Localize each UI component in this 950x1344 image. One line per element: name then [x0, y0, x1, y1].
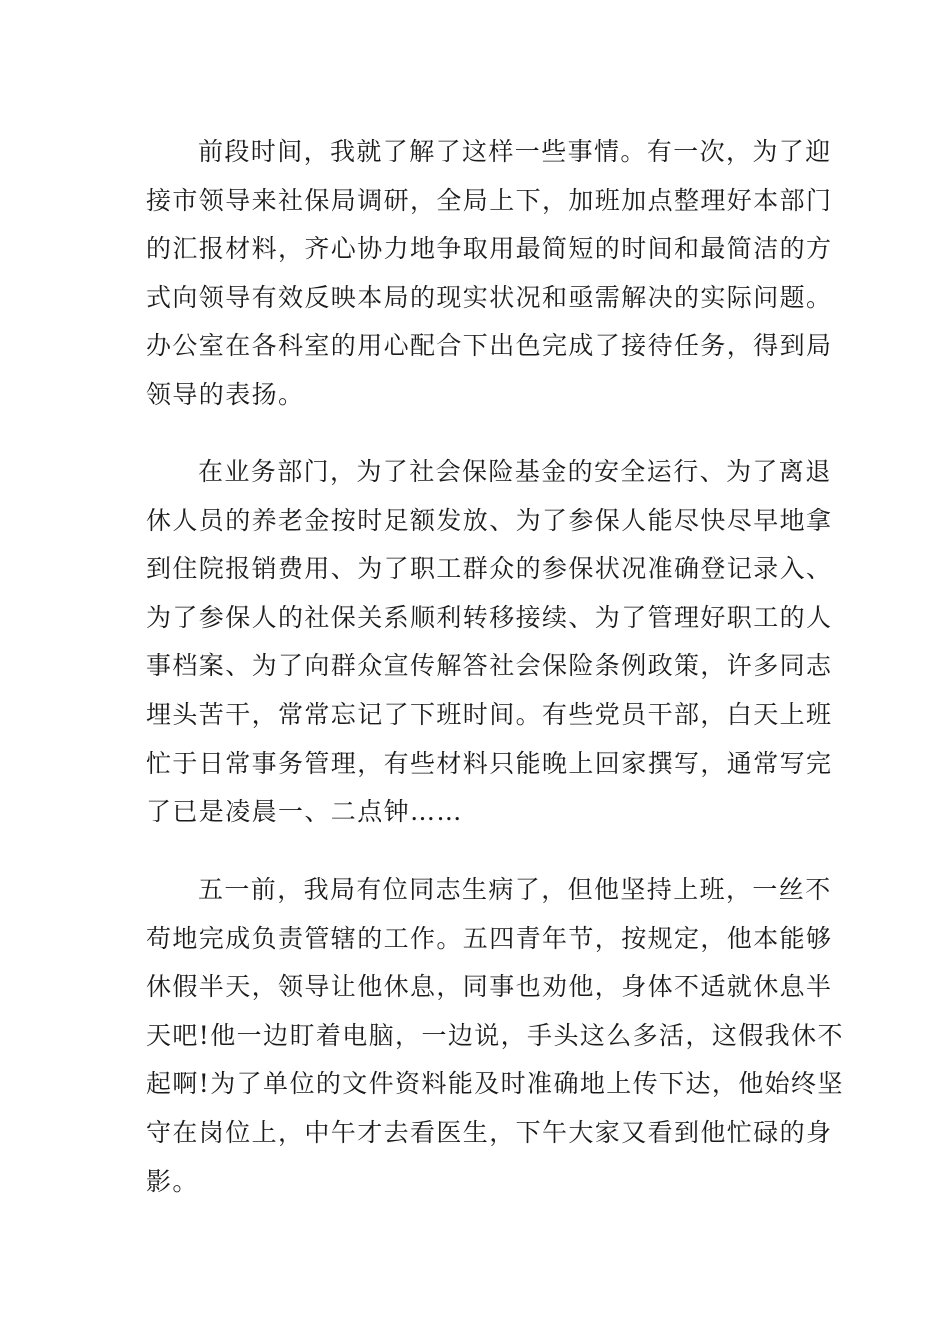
text-line: 了已是凌晨一、二点钟……: [146, 797, 463, 827]
text-line: 前段时间，我就了解了这样一些事情。有一次，为了迎: [198, 137, 832, 166]
text-line: 埋头苦干，常常忘记了下班时间。有些党员干部，白天上班: [146, 699, 833, 729]
paragraph-2: [146, 448, 833, 837]
text-line: 天吧!他一边盯着电脑，一边说，手头这么多活，这假我休不: [146, 1020, 844, 1050]
text-line: 休假半天，领导让他休息，同事也劝他，身体不适就休息半: [146, 972, 833, 1002]
text-line: 苟地完成负责管辖的工作。五四青年节，按规定，他本能够: [146, 923, 833, 953]
text-line: 守在岗位上，中午才去看医生，下午大家又看到他忙碌的身: [146, 1117, 833, 1147]
text-line: 在业务部门，为了社会保险基金的安全运行、为了离退: [198, 457, 832, 486]
text-line: 忙于日常事务管理，有些材料只能晚上回家撰写，通常写完: [146, 748, 833, 778]
text-line: 领导的表扬。: [146, 379, 305, 409]
text-line: 为了参保人的社保关系顺利转移接续、为了管理好职工的人: [146, 602, 833, 632]
text-line: 办公室在各科室的用心配合下出色完成了接待任务，得到局: [146, 331, 833, 361]
text-line: 五一前，我局有位同志生病了，但他坚持上班，一丝不: [198, 875, 832, 904]
text-line: 到住院报销费用、为了职工群众的参保状况准确登记录入、: [146, 554, 833, 584]
text-line: 式向领导有效反映本局的现实状况和亟需解决的实际问题。: [146, 282, 833, 312]
text-line: 休人员的养老金按时足额发放、为了参保人能尽快尽早地拿: [146, 505, 833, 535]
text-line: 起啊!为了单位的文件资料能及时准确地上传下达，他始终坚: [146, 1069, 844, 1099]
paragraph-3: [146, 866, 844, 1206]
text-line: 接市领导来社保局调研，全局上下，加班加点整理好本部门: [146, 185, 833, 215]
paragraph-1: [146, 128, 833, 420]
text-line: 事档案、为了向群众宣传解答社会保险条例政策，许多同志: [146, 651, 833, 681]
text-line: 的汇报材料，齐心协力地争取用最简短的时间和最简洁的方: [146, 234, 833, 264]
text-line: 影。: [146, 1166, 199, 1196]
